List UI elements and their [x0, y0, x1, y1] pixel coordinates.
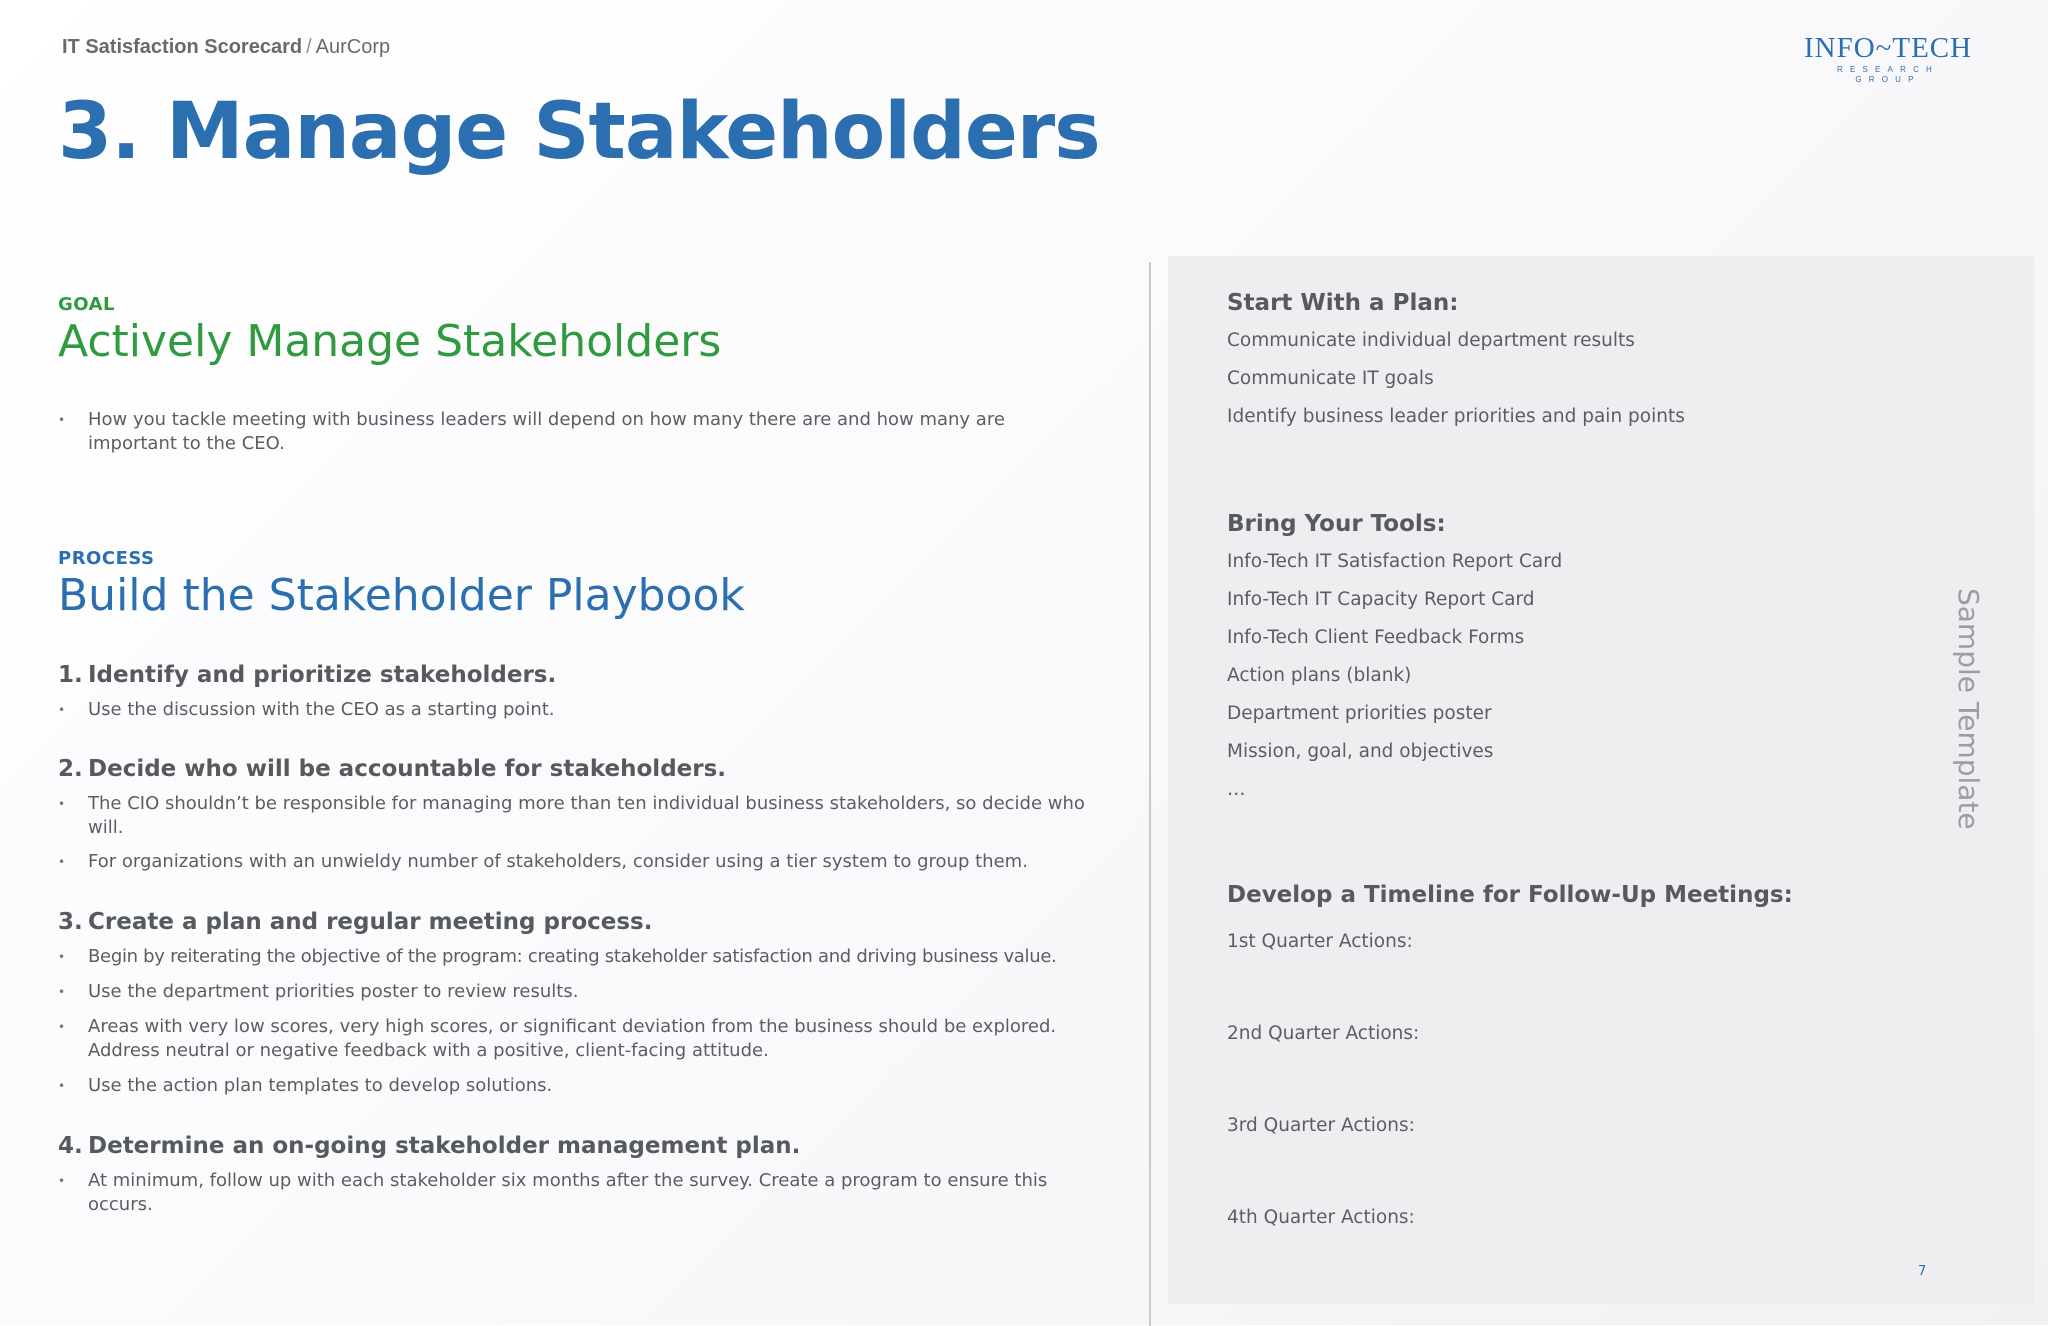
step-3: [58, 907, 1078, 1098]
tools-heading: Bring Your Tools:: [1227, 511, 1446, 537]
tools-item: Mission, goal, and objectives: [1227, 741, 1494, 762]
quarter-actions-label: 3rd Quarter Actions:: [1227, 1115, 1415, 1136]
step-bullet: • The CIO shouldn’t be responsible for managing more than ten individual business stakeholders, so decide who will.: [58, 792, 1108, 840]
step-heading: Identify and prioritize stakeholders.: [88, 662, 557, 688]
breadcrumb: [62, 36, 390, 59]
tools-section: [1227, 509, 1927, 809]
plan-item: Communicate individual department results: [1227, 330, 1635, 351]
process-title: Build the Stakeholder Playbook: [58, 570, 745, 621]
process-eyebrow: PROCESS: [58, 548, 155, 569]
step-number: 4.: [58, 1133, 83, 1159]
step-bullet: • Begin by reiterating the objective of the program: creating stakeholder satisfaction and driving business value.: [58, 945, 1148, 969]
step-title: [58, 907, 1078, 937]
info-tech-logo: [1804, 32, 1972, 85]
step-number: 1.: [58, 662, 83, 688]
step-bullet: • Use the action plan templates to develop solutions.: [58, 1074, 1068, 1098]
step-title: [58, 754, 1078, 784]
quarter-actions-label: 1st Quarter Actions:: [1227, 931, 1413, 952]
step-title: [58, 660, 1078, 690]
tools-item: Action plans (blank): [1227, 665, 1412, 686]
plan-item: Identify business leader priorities and pain points: [1227, 406, 1685, 427]
company-name: AurCorp: [315, 36, 391, 58]
plan-heading: Start With a Plan:: [1227, 290, 1459, 316]
doc-title: IT Satisfaction Scorecard: [62, 36, 303, 58]
step-bullet: • Use the discussion with the CEO as a starting point.: [58, 698, 1068, 722]
step-bullet: • At minimum, follow up with each stakeholder six months after the survey. Create a program to ensure this occurs.: [58, 1169, 1078, 1217]
tools-item: Info-Tech Client Feedback Forms: [1227, 627, 1525, 648]
step-heading: Determine an on-going stakeholder management plan.: [88, 1133, 801, 1159]
logo-wordmark: INFO~TECH: [1804, 32, 1973, 64]
page-number: 7: [1918, 1264, 1927, 1279]
step-heading: Create a plan and regular meeting process.: [88, 909, 653, 935]
step-bullet: • Areas with very low scores, very high scores, or significant deviation from the business should be explored. Address neutral or negative feedback with a positive, client-facing attitude.: [58, 1015, 1128, 1063]
step-4: [58, 1131, 1078, 1217]
step-2: [58, 754, 1085, 874]
vertical-divider: [1149, 262, 1151, 1326]
step-1: [58, 660, 1078, 722]
sample-template-watermark: Sample Template: [1952, 588, 1985, 830]
timeline-heading: Develop a Timeline for Follow-Up Meetings:: [1227, 882, 1793, 908]
goal-title: Actively Manage Stakeholders: [58, 316, 722, 367]
step-bullet: • For organizations with an unwieldy number of stakeholders, consider using a tier system to group them.: [58, 850, 1148, 874]
breadcrumb-separator: /: [306, 36, 312, 58]
tools-item: …: [1227, 779, 1246, 800]
step-number: 2.: [58, 756, 83, 782]
goal-bullet: • How you tackle meeting with business leaders will depend on how many there are and how many are important to the CEO.: [58, 408, 1048, 456]
quarter-actions-label: 4th Quarter Actions:: [1227, 1207, 1415, 1228]
quarter-actions-label: 2nd Quarter Actions:: [1227, 1023, 1420, 1044]
step-heading: Decide who will be accountable for stakeholders.: [88, 756, 727, 782]
plan-section: [1227, 288, 1927, 436]
process-section: [58, 548, 1078, 621]
tools-item: Info-Tech IT Capacity Report Card: [1227, 589, 1535, 610]
logo-subtitle: RESEARCH GROUP: [1836, 65, 1940, 84]
step-number: 3.: [58, 909, 83, 935]
step-title: [58, 1131, 1078, 1161]
step-bullet: • Use the department priorities poster to review results.: [58, 980, 1068, 1004]
tools-item: Department priorities poster: [1227, 703, 1492, 724]
goal-eyebrow: GOAL: [58, 294, 115, 315]
tools-item: Info-Tech IT Satisfaction Report Card: [1227, 551, 1563, 572]
goal-section: [58, 294, 1078, 456]
page-title: 3. Manage Stakeholders: [58, 87, 1100, 177]
plan-item: Communicate IT goals: [1227, 368, 1434, 389]
